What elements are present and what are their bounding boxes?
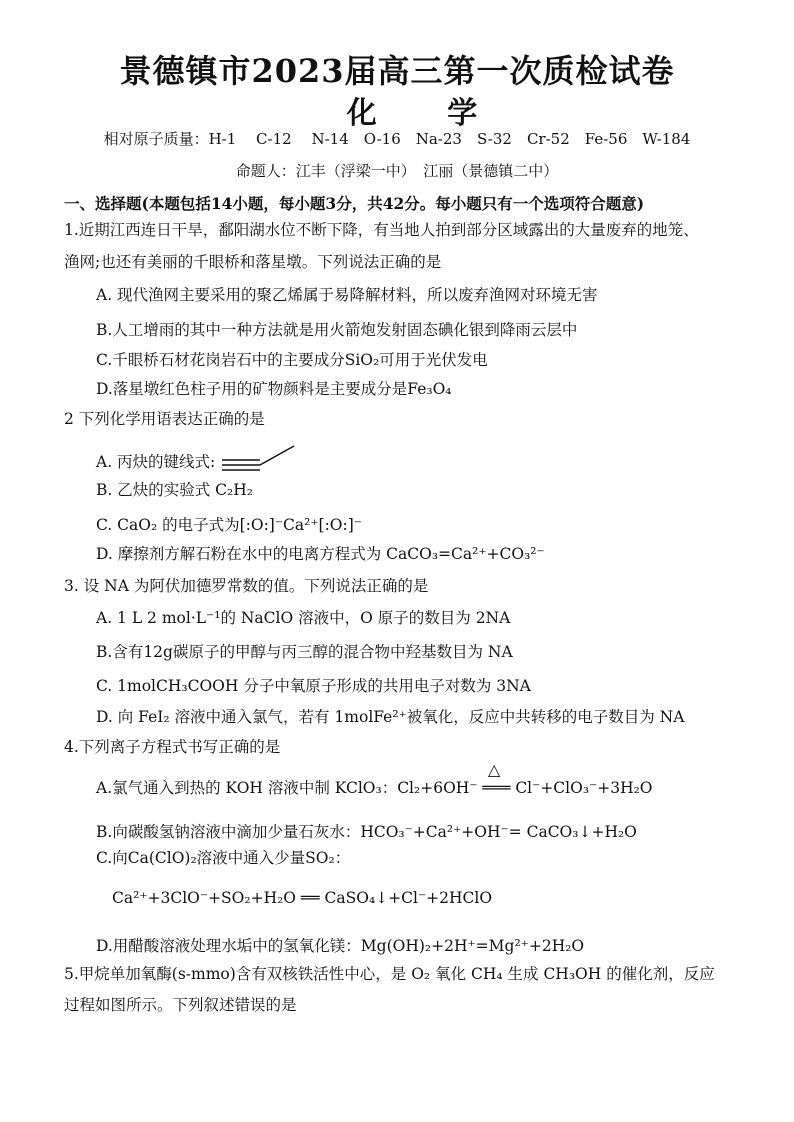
q3-option-a: A. 1 L 2 mol·L⁻¹的 NaClO 溶液中，O 原子的数目为 2NA	[96, 609, 511, 627]
heat-delta-symbol: △	[488, 760, 501, 779]
q4-option-d: D.用醋酸溶液处理水垢中的氢氧化镁：Mg(OH)₂+2H⁺=Mg²⁺+2H₂O	[96, 937, 585, 955]
q3-option-b: B.含有12g碳原子的甲醇与丙三醇的混合物中羟基数目为 NA	[96, 643, 513, 661]
exam-title: 景德镇市2023届高三第一次质检试卷	[119, 52, 675, 90]
authors: 命题人：江丰（浮梁一中） 江丽（景德镇二中）	[235, 162, 559, 180]
q3-stem: 3. 设 NA 为阿伏加德罗常数的值。下列说法正确的是	[64, 577, 429, 595]
q5-stem-line2: 过程如图所示。下列叙述错误的是	[64, 996, 297, 1014]
q2-option-c: C. CaO₂ 的电子式为[:O:]⁻Ca²⁺[:O:]⁻	[96, 516, 362, 534]
q3-option-d: D. 向 FeI₂ 溶液中通入氯气，若有 1molFe²⁺被氧化，反应中共转移的电子数目为 NA	[96, 708, 685, 726]
q1-option-a: A. 现代渔网主要采用的聚乙烯属于易降解材料，所以废弃渔网对环境无害	[96, 286, 598, 304]
q4-option-c-equation: Ca²⁺+3ClO⁻+SO₂+H₂O ══ CaSO₄↓+Cl⁻+2HClO	[112, 889, 493, 907]
q2-option-b: B. 乙炔的实验式 C₂H₂	[96, 481, 253, 499]
q5-stem-line1: 5.甲烷单加氧酶(s-mmo)含有双核铁活性中心，是 O₂ 氧化 CH₄ 生成 CH₃OH 的催化剂，反应	[64, 965, 715, 983]
atomic-masses: 相对原子质量：H-1 C-12 N-14 O-16 Na-23 S-32 Cr-52 Fe-56 W-184	[103, 130, 691, 148]
q2-stem: 2 下列化学用语表达正确的是	[64, 410, 265, 428]
q2-option-d: D. 摩擦剂方解石粉在水中的电离方程式为 CaCO₃=Ca²⁺+CO₃²⁻	[96, 545, 545, 563]
q2-option-a-row	[96, 450, 300, 476]
q1-option-d: D.落星墩红色柱子用的矿物颜料是主要成分是Fe₃O₄	[96, 380, 452, 398]
q4-option-a: A.氯气通入到热的 KOH 溶液中制 KClO₃：Cl₂+6OH⁻ ═══ Cl⁻+ClO₃⁻+3H₂O	[96, 779, 653, 797]
subject-title: 化 学	[346, 96, 508, 131]
q4-option-b: B.向碳酸氢钠溶液中滴加少量石灰水：HCO₃⁻+Ca²⁺+OH⁻= CaCO₃↓+H₂O	[96, 823, 637, 841]
q1-option-b: B.人工增雨的其中一种方法就是用火箭炮发射固态碘化银到降雨云层中	[96, 321, 578, 339]
q2-option-a: A. 丙炔的键线式:	[96, 453, 216, 471]
q1-option-c: C.千眼桥石材花岗岩石中的主要成分SiO₂可用于光伏发电	[96, 351, 488, 369]
q1-stem-line2: 渔网;也还有美丽的千眼桥和落星墩。下列说法正确的是	[64, 253, 442, 271]
q1-stem-line1: 1.近期江西连日干旱，鄱阳湖水位不断下降，有当地人拍到部分区域露出的大量废弃的地笼、	[64, 221, 699, 239]
q3-option-c: C. 1molCH₃COOH 分子中氧原子形成的共用电子对数为 3NA	[96, 677, 531, 695]
q4-option-c: C.向Ca(ClO)₂溶液中通入少量SO₂：	[96, 849, 351, 867]
section-heading: 一、选择题(本题包括14小题，每小题3分，共42分。每小题只有一个选项符合题意)	[64, 194, 645, 213]
q4-stem: 4.下列离子方程式书写正确的是	[64, 738, 281, 756]
propyne-skeletal-icon	[220, 450, 300, 476]
